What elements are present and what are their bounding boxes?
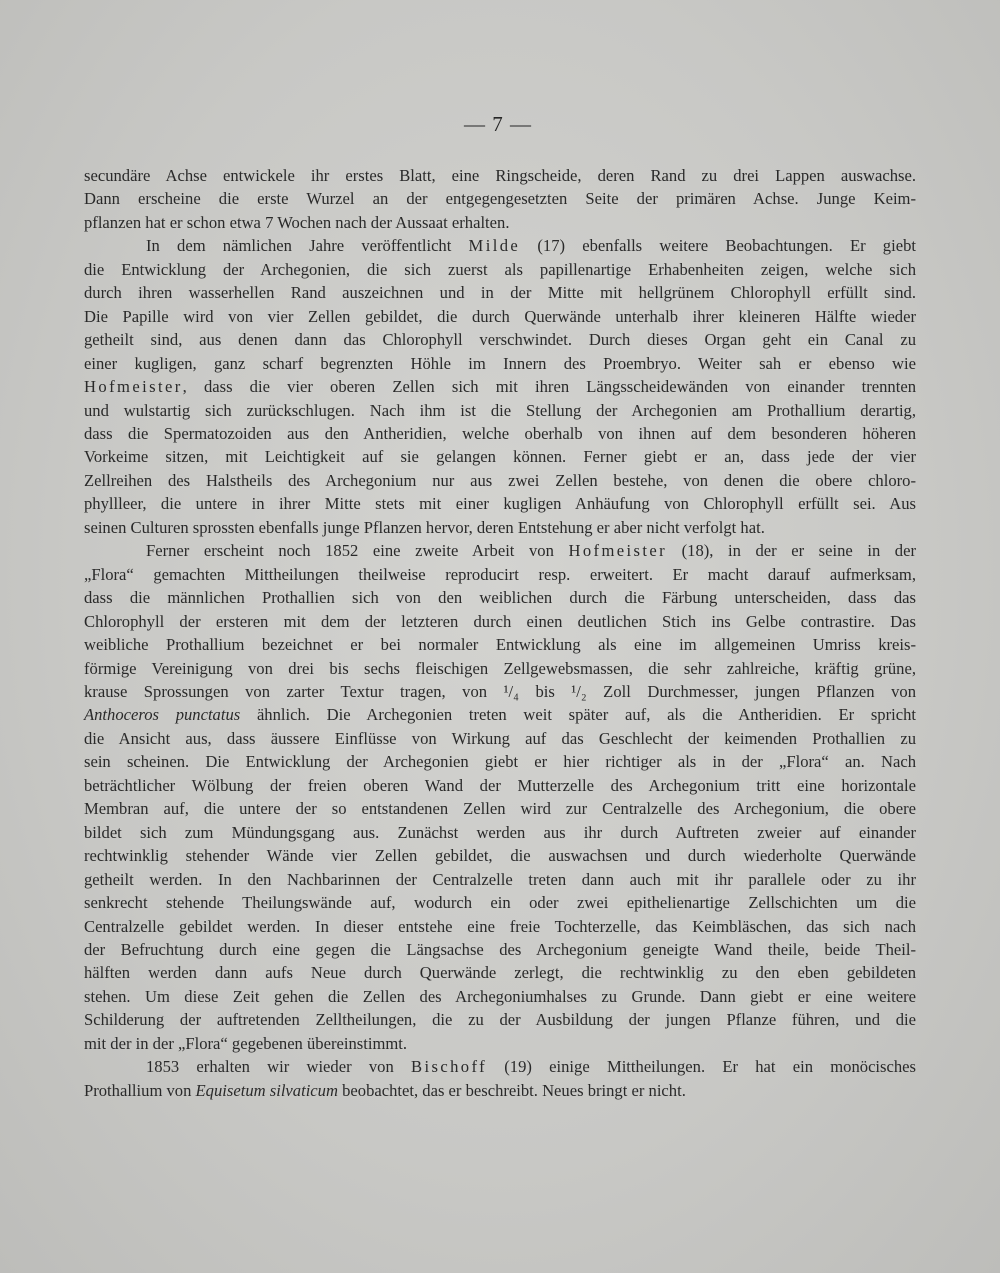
text-line: senkrecht stehende Theilungswände auf, wodurch ein oder zwei epithelienartige Zellschichten um die bbox=[84, 893, 916, 913]
text-line: In dem nämlichen Jahre veröffentlicht Milde (17) ebenfalls weitere Beobachtungen. Er giebt bbox=[146, 236, 916, 256]
text-line: bildet sich zum Mündungsgang aus. Zunächst werden aus ihr durch Auftreten zweier auf einander bbox=[84, 822, 916, 842]
text-line: und wulstartig sich zurückschlugen. Nach ihm ist die Stellung der Archegonien am Prothallium derartig, bbox=[84, 400, 916, 420]
text-line: „Flora“ gemachten Mittheilungen theilweise reproducirt resp. erweitert. Er macht darauf aufmerksam, bbox=[84, 564, 916, 584]
text-line: Schilderung der auftretenden Zelltheilungen, die zu der Ausbildung der jungen Pflanze führen, und die bbox=[84, 1010, 916, 1030]
text-line: getheilt sind, aus denen dann das Chlorophyll verschwindet. Durch dieses Organ geht ein Canal zu bbox=[84, 330, 916, 350]
text-line: einer kugligen, ganz scharf begrenzten Höhle im Innern des Proembryo. Weiter sah er ebenso wie bbox=[84, 353, 916, 373]
text-line: Membran auf, die untere der so entstandenen Zellen wird zur Centralzelle des Archegonium, die obere bbox=[84, 799, 916, 819]
text-line: beträchtlicher Wölbung der freien oberen Wand der Mutterzelle des Archegonium tritt eine horizontale bbox=[84, 775, 916, 795]
text-line: Prothallium von Equisetum silvaticum beobachtet, das er beschreibt. Neues bringt er nicht. bbox=[84, 1080, 686, 1100]
spaced-name: Bischoff bbox=[410, 1057, 488, 1077]
spaced-name: Hofmeister bbox=[84, 377, 183, 397]
text-line: getheilt werden. In den Nachbarinnen der Centralzelle treten dann auch mit ihr parallele oder zu ihr bbox=[84, 869, 916, 889]
text-line: phyllleer, die untere in ihrer Mitte stets mit einer kugligen Anhäufung von Chlorophyll erfüllt sei. Aus bbox=[84, 494, 916, 514]
text-line: Chlorophyll der ersteren mit dem der letzteren durch einen deutlichen Stich ins Gelbe contrastire. Das bbox=[84, 611, 916, 631]
text-line: durch ihren wasserhellen Rand auszeichnen und in der Mitte mit hellgrünem Chlorophyll erfüllt sind. bbox=[84, 283, 916, 303]
text-line: dass die männlichen Prothallien sich von den weiblichen durch die Färbung unterscheiden, dass das bbox=[84, 588, 916, 608]
body-text bbox=[84, 164, 916, 1102]
text-line: der Befruchtung durch eine gegen die Längsachse des Archegonium geneigte Wand theile, beide Theil- bbox=[84, 939, 916, 959]
page-number bbox=[0, 112, 1000, 137]
text-line: Die Papille wird von vier Zellen gebildet, die durch Querwände unterhalb ihrer kleineren Hälfte wieder bbox=[84, 306, 916, 326]
text-line: die Entwicklung der Archegonien, die sich zuerst als papillenartige Erhabenheiten zeigen, welche sich bbox=[84, 259, 916, 279]
text-line: seinen Culturen sprossten ebenfalls junge Pflanzen hervor, deren Entstehung er aber nicht verfolgt hat. bbox=[84, 517, 765, 537]
page-number-text: — 7 — bbox=[464, 112, 532, 136]
italic-term: Equisetum silvaticum bbox=[195, 1080, 338, 1100]
text-line: sein scheinen. Die Entwicklung der Archegonien giebt er hier richtiger als in der „Flora“ an. Nach bbox=[84, 752, 916, 772]
text-line: Zellreihen des Halstheils des Archegonium nur aus zwei Zellen bestehe, von denen die obere chloro- bbox=[84, 470, 916, 490]
text-line: Ferner erscheint noch 1852 eine zweite Arbeit von Hofmeister (18), in der er seine in der bbox=[146, 541, 916, 561]
spaced-name: Hofmeister bbox=[568, 541, 668, 561]
text-line: rechtwinklig stehender Wände vier Zellen gebildet, die auswachsen und durch wiederholte Querwände bbox=[84, 846, 916, 866]
text-line: 1853 erhalten wir wieder von Bischoff (19) einige Mittheilungen. Er hat ein monöcisches bbox=[146, 1057, 916, 1077]
text-line: Centralzelle gebildet werden. In dieser entstehe eine freie Tochterzelle, das Keimbläschen, das sich nach bbox=[84, 916, 916, 936]
text-line: krause Sprossungen von zarter Textur tragen, von ¹/₄ bis ¹/₂ Zoll Durchmesser, jungen Pflanzen von bbox=[84, 681, 916, 701]
text-line: weibliche Prothallium bezeichnet er bei normaler Entwicklung als eine im allgemeinen Umriss kreis- bbox=[84, 635, 916, 655]
text-line: Hofmeister, dass die vier oberen Zellen sich mit ihren Längsscheidewänden von einander trennten bbox=[84, 377, 916, 397]
text-line: förmige Vereinigung von drei bis sechs fleischigen Zellgewebsmassen, die sehr zahlreiche, kräftig grüne, bbox=[84, 658, 916, 678]
text-line: stehen. Um diese Zeit gehen die Zellen des Archegoniumhalses zu Grunde. Dann giebt er eine weitere bbox=[84, 986, 916, 1006]
text-line: secundäre Achse entwickele ihr erstes Blatt, eine Ringscheide, deren Rand zu drei Lappen auswachse. bbox=[84, 166, 916, 185]
text-line: Vorkeime sitzen, mit Leichtigkeit auf sie gelangen können. Ferner giebt er an, dass jede der vier bbox=[84, 447, 916, 467]
text-line: pflanzen hat er schon etwa 7 Wochen nach der Aussaat erhalten. bbox=[84, 212, 510, 232]
text-line: die Ansicht aus, dass äussere Einflüsse von Wirkung auf das Geschlecht der keimenden Prothallien zu bbox=[84, 728, 916, 748]
text-line: Dann erscheine die erste Wurzel an der entgegengesetzten Seite der primären Achse. Junge Keim- bbox=[84, 189, 916, 209]
italic-term: Anthoceros punctatus bbox=[84, 705, 241, 725]
text-line: hälften werden dann aufs Neue durch Querwände zerlegt, die rechtwinklig zu den eben gebildeten bbox=[84, 963, 916, 983]
text-line: dass die Spermatozoiden aus den Antheridien, welche oberhalb von ihnen auf dem besonderen höheren bbox=[84, 423, 916, 443]
text-line: Anthoceros punctatus ähnlich. Die Archegonien treten weit später auf, als die Antheridien. Er spricht bbox=[84, 705, 916, 725]
spaced-name: Milde bbox=[468, 236, 521, 256]
text-line: mit der in der „Flora“ gegebenen übereinstimmt. bbox=[84, 1033, 408, 1053]
